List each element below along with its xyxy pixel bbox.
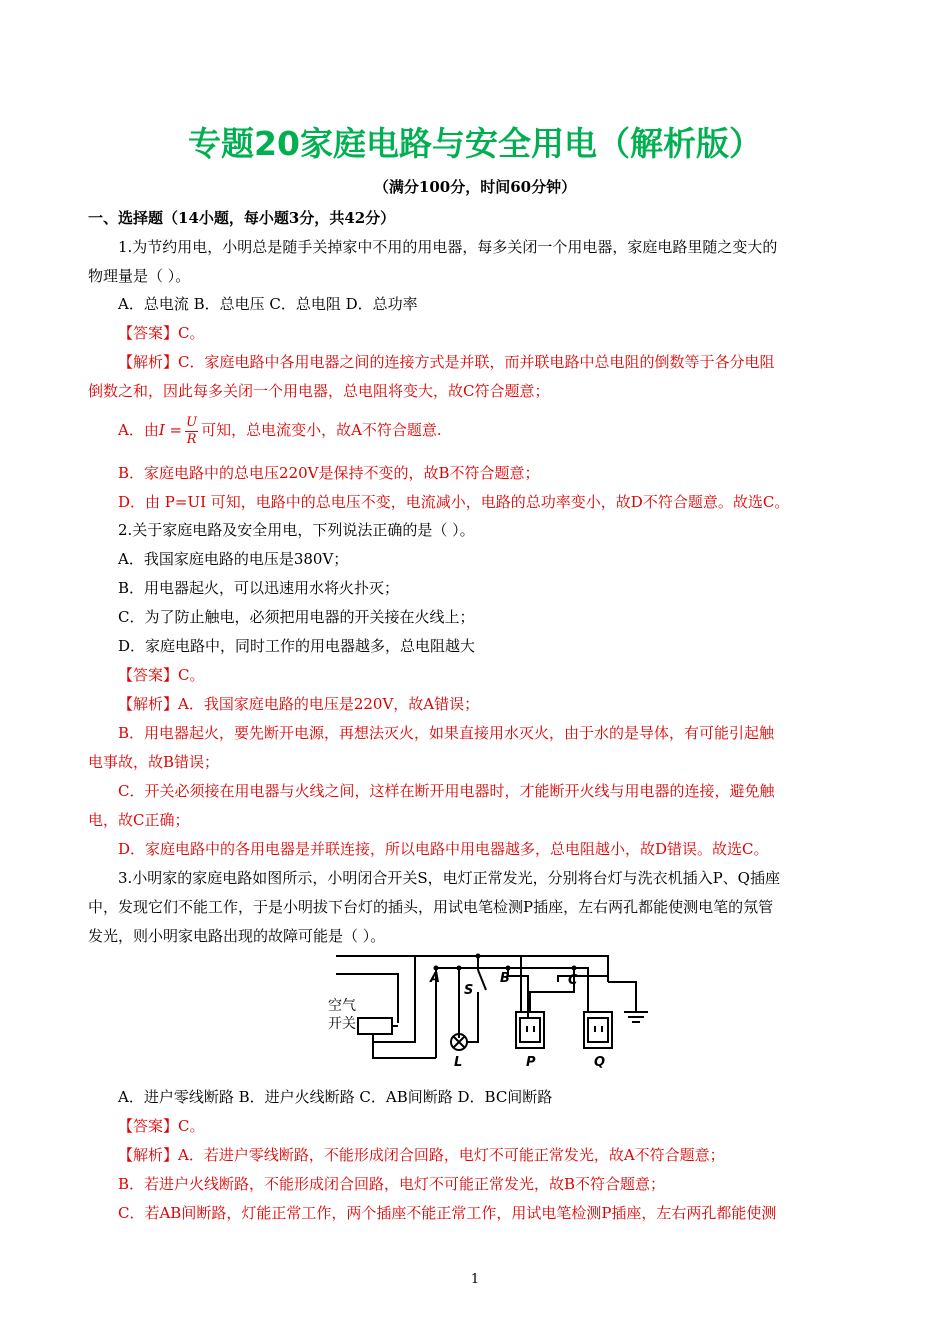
q2-option-d: D．家庭电路中，同时工作的用电器越多，总电阻越大 bbox=[118, 637, 476, 655]
q1-explanation-d: D．由 P=UI 可知，电路中的总电压不变，电流减小，电路的总功率变小，故D不符合题意。故选C。 bbox=[118, 493, 790, 511]
label-A: A bbox=[430, 971, 441, 986]
q2-explanation-b-line2: 电事故，故B错误； bbox=[88, 753, 220, 771]
q1-exp-a-prefix: A．由 bbox=[118, 421, 159, 439]
q2-explanation-c-line1: C．开关必须接在用电器与火线之间，这样在断开用电器时，才能断开火线与用电器的连接，避免触 bbox=[118, 782, 775, 800]
q1-explanation-b: B．家庭电路中的总电压220V是保持不变的，故B不符合题意； bbox=[118, 464, 540, 482]
label-L: L bbox=[454, 1055, 463, 1070]
section-heading: 一、选择题（14小题，每小题3分，共42分） bbox=[88, 209, 396, 227]
q2-option-a: A．我国家庭电路的电压是380V； bbox=[118, 550, 349, 568]
circuit-diagram bbox=[326, 948, 660, 1076]
q1-stem-line2: 物理量是（ ）。 bbox=[88, 267, 191, 285]
q3-explanation-a: 【解析】A．若进户零线断路，不能形成闭合回路，电灯不可能正常发光，故A不符合题意； bbox=[118, 1146, 725, 1164]
q1-stem-line1: 1.为节约用电，小明总是随手关掉家中不用的用电器，每多关闭一个用电器，家庭电路里随之变大的 bbox=[118, 238, 778, 256]
air-switch-box bbox=[358, 1018, 392, 1034]
q2-explanation-d: D．家庭电路中的各用电器是并联连接，所以电路中用电器越多，总电阻越小，故D错误。故选C。 bbox=[118, 840, 769, 858]
q1-formula-numerator: U bbox=[186, 414, 198, 430]
label-B: B bbox=[500, 971, 510, 986]
q1-answer: 【答案】C。 bbox=[118, 324, 205, 342]
q3-stem-line3: 发光，则小明家电路出现的故障可能是（ ）。 bbox=[88, 927, 386, 945]
q3-explanation-c: C．若AB间断路，灯能正常工作，两个插座不能正常工作，用试电笔检测P插座，左右两孔都能使测 bbox=[118, 1204, 777, 1222]
q2-answer: 【答案】C。 bbox=[118, 666, 205, 684]
page-number: 1 bbox=[470, 1272, 480, 1287]
q2-option-c: C．为了防止触电，必须把用电器的开关接在火线上； bbox=[118, 608, 475, 626]
q3-stem-line1: 3.小明家的家庭电路如图所示，小明闭合开关S，电灯正常发光，分别将台灯与洗衣机插入P、Q插座 bbox=[118, 869, 780, 887]
q1-exp-a-suffix: 可知，总电流变小，故A不符合题意. bbox=[201, 421, 442, 439]
q1-formula-fraction bbox=[185, 415, 198, 448]
q2-explanation-c-line2: 电，故C正确； bbox=[88, 811, 190, 829]
q2-option-b: B．用电器起火，可以迅速用水将火扑灭； bbox=[118, 579, 400, 597]
label-S: S bbox=[464, 983, 474, 998]
q2-stem: 2.关于家庭电路及安全用电，下列说法正确的是（ ）。 bbox=[118, 521, 475, 539]
q3-explanation-b: B．若进户火线断路，不能形成闭合回路，电灯不可能正常发光，故B不符合题意； bbox=[118, 1175, 666, 1193]
switch-S bbox=[478, 970, 486, 990]
q1-explanation-line1: 【解析】C．家庭电路中各用电器之间的连接方式是并联，而并联电路中总电阻的倒数等于各分电阻 bbox=[118, 353, 775, 371]
label-Q: Q bbox=[594, 1055, 606, 1070]
page-subtitle: （满分100分，时间60分钟） bbox=[373, 178, 577, 196]
q1-options: A．总电流 B．总电压 C．总电阻 D．总功率 bbox=[118, 295, 418, 313]
q3-answer: 【答案】C。 bbox=[118, 1117, 205, 1135]
q1-explanation-line2: 倒数之和，因此每多关闭一个用电器，总电阻将变大，故C符合题意； bbox=[88, 382, 550, 400]
breaker-label-2: 开关 bbox=[328, 1016, 356, 1032]
label-C: C bbox=[568, 973, 578, 988]
q1-formula-denominator: R bbox=[186, 431, 197, 447]
q2-explanation-a: 【解析】A．我国家庭电路的电压是220V，故A错误； bbox=[118, 695, 480, 713]
q2-explanation-b-line1: B．用电器起火，要先断开电源，再想法灭火，如果直接用水灭火，由于水的是导体，有可能引起触 bbox=[118, 724, 775, 742]
q3-stem-line2: 中，发现它们不能工作，于是小明拔下台灯的插头，用试电笔检测P插座，左右两孔都能使测电笔的氖管 bbox=[88, 898, 774, 916]
q3-options: A．进户零线断路 B．进户火线断路 C．AB间断路 D．BC间断路 bbox=[118, 1088, 553, 1106]
q1-formula-lhs: I = bbox=[158, 421, 183, 439]
label-P: P bbox=[526, 1055, 536, 1070]
q1-explanation-a bbox=[118, 410, 888, 450]
page-title: 专题20家庭电路与安全用电（解析版） bbox=[188, 124, 762, 163]
breaker-label-1: 空气 bbox=[328, 998, 356, 1014]
